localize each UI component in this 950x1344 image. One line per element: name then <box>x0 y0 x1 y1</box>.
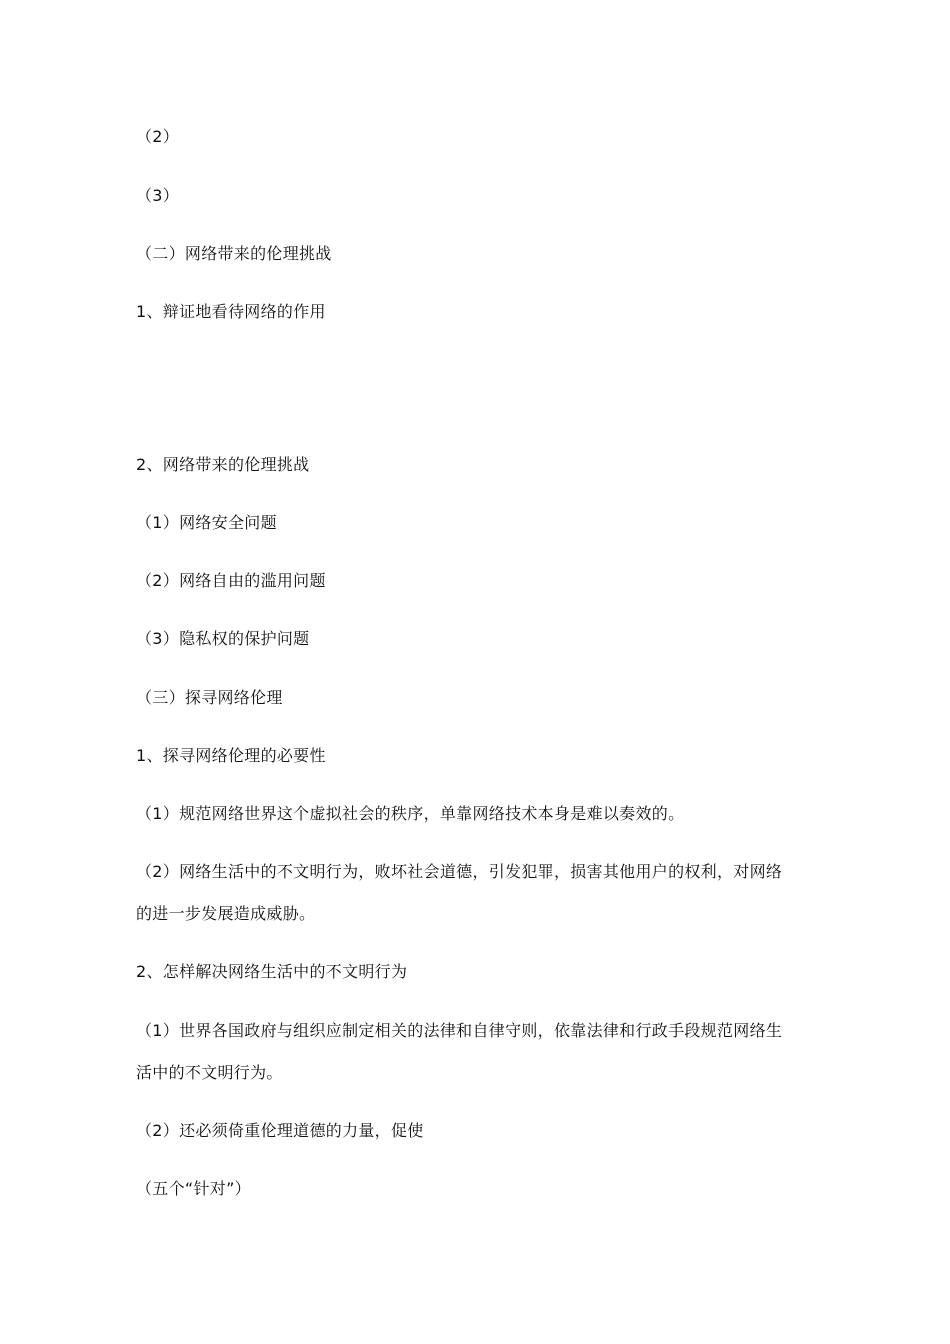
subheading-how-to-solve: 2、怎样解决网络生活中的不文明行为 <box>136 962 408 981</box>
list-item-network-security: （1）网络安全问题 <box>136 513 277 532</box>
paragraph-uncivil-behavior-line2: 的进一步发展造成威胁。 <box>136 904 316 923</box>
note-five-targets: （五个“针对”） <box>136 1179 251 1198</box>
list-item-privacy: （3）隐私权的保护问题 <box>136 629 310 648</box>
section-heading-ethics-challenges: （二）网络带来的伦理挑战 <box>136 244 332 263</box>
list-item-freedom-abuse: （2）网络自由的滥用问题 <box>136 571 326 590</box>
section-heading-network-ethics: （三）探寻网络伦理 <box>136 688 283 707</box>
item-3-placeholder: （3） <box>136 186 180 205</box>
paragraph-laws-line2: 活中的不文明行为。 <box>136 1063 283 1082</box>
subheading-ethics-challenges: 2、网络带来的伦理挑战 <box>136 455 310 474</box>
item-2-placeholder: （2） <box>136 127 180 146</box>
paragraph-ethics-force: （2）还必须倚重伦理道德的力量，促使 <box>136 1121 424 1140</box>
paragraph-regulate-order: （1）规范网络世界这个虚拟社会的秩序，单靠网络技术本身是难以奏效的。 <box>136 804 685 823</box>
subheading-dialectical-view: 1、辩证地看待网络的作用 <box>136 302 326 321</box>
paragraph-uncivil-behavior-line1: （2）网络生活中的不文明行为，败坏社会道德，引发犯罪，损害其他用户的权利，对网络 <box>136 862 783 881</box>
subheading-necessity: 1、探寻网络伦理的必要性 <box>136 746 326 765</box>
paragraph-laws-line1: （1）世界各国政府与组织应制定相关的法律和自律守则，依靠法律和行政手段规范网络生 <box>136 1021 783 1040</box>
